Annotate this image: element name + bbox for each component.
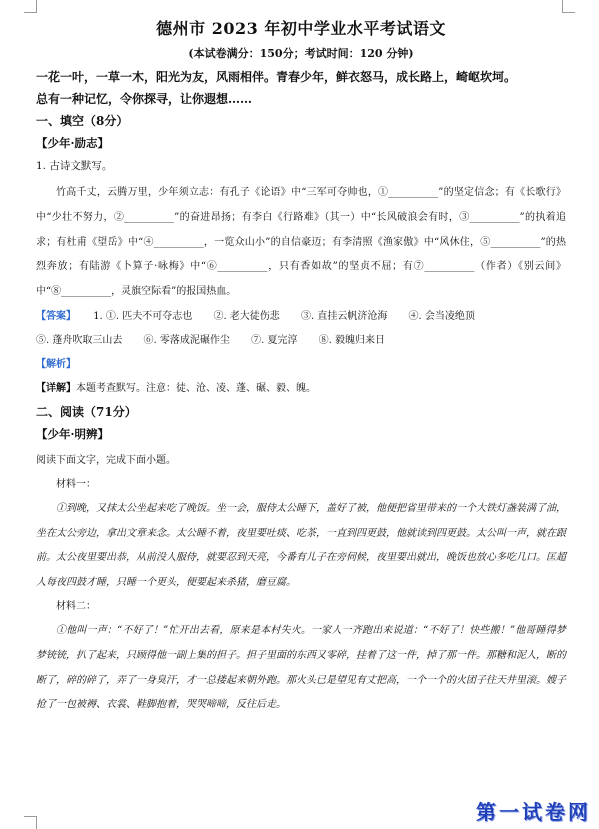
detail-line	[36, 377, 566, 401]
exam-subtitle: (本试卷满分：150分；考试时间：120 分钟)	[188, 47, 414, 60]
site-watermark: 第一试卷网	[476, 800, 591, 824]
answer-item: ②. 老大徒伤悲	[213, 310, 280, 322]
answer-item: ④. 会当凌绝顶	[408, 310, 475, 322]
exam-page	[36, 16, 566, 718]
crop-mark-top-left	[24, 0, 37, 13]
exam-title: 德州市 2023 年初中学业水平考试语文	[156, 19, 446, 38]
analysis-label: 【解析】	[36, 358, 76, 370]
answer-item: ⑧. 毅魄归来日	[318, 334, 385, 346]
question-1: 1. 古诗文默写。	[36, 160, 113, 172]
material-1-label: 材料一：	[56, 478, 96, 490]
answer-row-1	[36, 305, 566, 329]
reading-instruction: 阅读下面文字，完成下面小题。	[36, 454, 176, 466]
answer-item: 1. ①. 匹夫不可夺志也	[93, 310, 193, 322]
answer-item: ⑦. 夏完淳	[251, 334, 298, 346]
crop-mark-top-right	[562, 0, 575, 13]
answer-item: ⑤. 蓬舟吹取三山去	[36, 334, 123, 346]
detail-label: 【详解】	[36, 382, 76, 394]
intro-line-2: 总有一种记忆，令你探寻，让你遐想……	[36, 92, 253, 106]
answer-item: ⑥. 零落成泥碾作尘	[143, 334, 230, 346]
detail-text: 本题考查默写。注意：徒、沧、凌、蓬、碾、毅、魄。	[76, 382, 316, 394]
intro-line-1: 一花一叶，一草一木，阳光为友，风雨相伴。青春少年，鲜衣怒马，成长路上，崎岖坎坷。	[36, 70, 517, 84]
material-1-text: ①到晚，又抹太公坐起来吃了晚饭。坐一会，服侍太公睡下，盖好了被，他便把省里带来的一个大铁灯盏装满了油，坐在太公旁边，拿出文章来念。太公睡不着，夜里要吐痰、吃茶，一直到四更鼓，他就读到四更鼓。太公叫一声，就在跟前。太公夜里要出恭，从前没人服侍，就要忍到天亮，今番有儿子在旁伺候，夜里要出就出，晚饭也放心多吃几口。匡超人每夜四鼓才睡，只睡一个更头，便要起来杀猪，磨豆腐。	[36, 502, 566, 588]
section-2-heading: 二、阅读（71分）	[36, 404, 137, 419]
answer-item: ③. 直挂云帆济沧海	[301, 310, 388, 322]
material-2-label: 材料二：	[56, 601, 96, 613]
material-2-text: ①他叫一声：“不好了！”忙开出去看，原来是本村失火。一家人一齐跑出来说道：“不好了！快些搬！”他哥睡得梦梦铳铳，扒了起来，只顾得他一副上集的担子。担子里面的东西又零碎，挂着了这一件，掉了那一件。那糖和泥人，断的断了，碎的碎了，弄了一身臭汗，才一总搂起来朝外跑。那火头已是望见有丈把高，一个一个的火团子往天井里滚。嫂子抢了一包被褥、衣裳、鞋脚抱着，哭哭啼啼，反往后走。	[36, 625, 566, 711]
answer-row-2	[36, 329, 566, 353]
section-1-tag: 【少年·励志】	[36, 136, 110, 150]
answer-label: 【答案】	[36, 310, 76, 322]
dictation-passage: 竹高千丈，云腾万里，少年须立志：有孔子《论语》中“三军可夺帅也，①__________”的坚定信念；有《长歌行》中“少壮不努力，②__________”的奋进昂扬；有李白《行路难》（其一）中“长风破浪会有时，③__________”的执着追求；有杜甫《望岳》中“④__________，一览众山小”的自信豪迈；有李清照《渔家傲》中“风休住，⑤__________”的热烈奔放；有陆游《卜算子·咏梅》中“⑥__________，只有香如故”的坚贞不屈；有⑦__________（作者）《别云间》中“⑧__________，灵旗空际看”的报国热血。	[36, 187, 566, 298]
section-1-heading: 一、填空（8分）	[36, 114, 129, 128]
section-2-tag: 【少年·明辨】	[36, 426, 110, 441]
crop-mark-bottom-left	[24, 816, 37, 829]
